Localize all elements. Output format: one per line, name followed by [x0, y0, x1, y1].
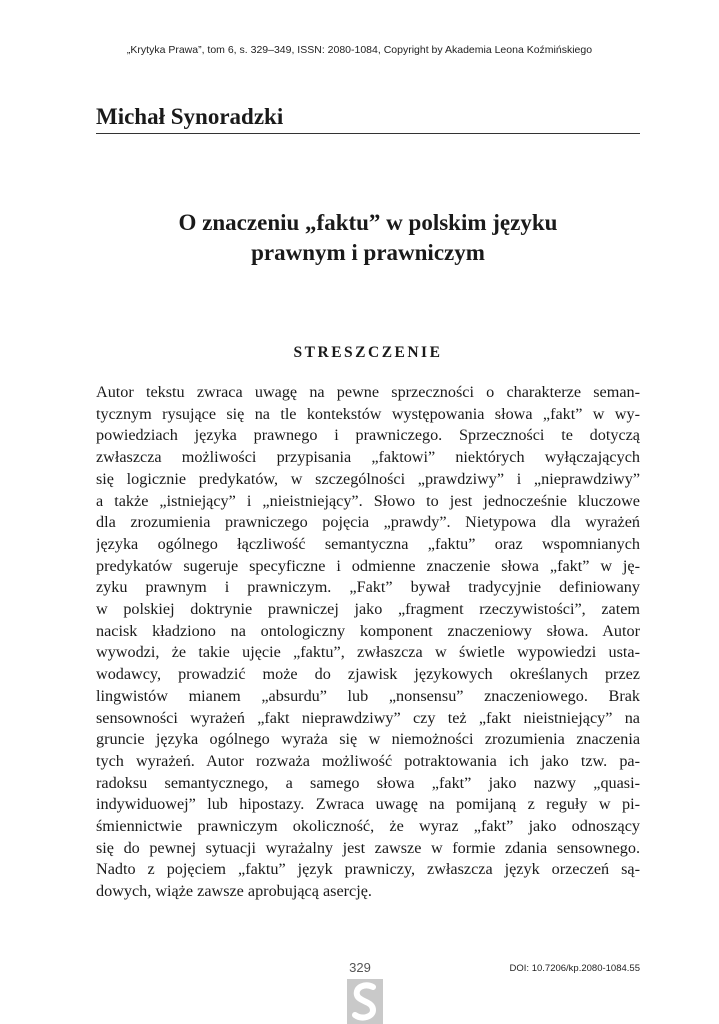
abstract-line: sensowności wyrażeń „fakt nieprawdziwy” czy też „fakt nieistniejący” na: [96, 708, 640, 727]
abstract-line: tycznym rysujące się na tle kontekstów występowania słowa „fakt” w wy-: [96, 404, 640, 423]
abstract-line: lingwistów mianem „absurdu” lub „nonsensu” znaczeniowego. Brak: [96, 686, 640, 705]
article-title-line-2: prawnym i prawniczym: [251, 240, 485, 265]
abstract-line: się logicznie predykatów, w szczególności „prawdziwy” i „nieprawdziwy”: [96, 469, 640, 488]
page-number: 329: [349, 960, 371, 975]
abstract-line: dla zrozumienia prawniczego pojęcia „prawdy”. Nietypowa dla wyrażeń: [96, 513, 640, 532]
journal-citation-header: „Krytyka Prawa”, tom 6, s. 329–349, ISSN: 2080-1084, Copyright by Akademia Leona Koźmińskiego: [126, 44, 593, 56]
abstract-line: indywiduowej” lub hipostazy. Zwraca uwagę na pomijaną z reguły w pi-: [96, 795, 640, 814]
author-divider: [96, 133, 640, 134]
abstract-line: powiedziach języka prawnego i prawniczego. Sprzeczności te dotyczą: [96, 426, 640, 445]
doi-label: DOI: 10.7206/kp.2080-1084.55: [509, 963, 640, 974]
abstract-line: dowych, wiąże zawsze aprobującą asercję.: [96, 882, 372, 901]
author-name: Michał Synoradzki: [96, 104, 284, 129]
abstract-line: w polskiej doktrynie prawniczej jako „fragment rzeczywistości”, zatem: [96, 600, 640, 619]
abstract-line: a także „istniejący” i „nieistniejący”. Słowo to jest jednocześnie kluczowe: [96, 491, 640, 510]
abstract-line: gruncie języka ogólnego wyraża się w niemożności zrozumienia znaczenia: [96, 730, 640, 749]
abstract-heading: STRESZCZENIE: [293, 344, 443, 361]
abstract-line: zwłaszcza możliwości przypisania „faktowi” niektórych wyłączających: [96, 448, 640, 467]
abstract-line: Nadto z pojęciem „faktu” język prawniczy, zwłaszcza język orzeczeń są-: [96, 860, 640, 879]
abstract-line: tych wyrażeń. Autor rozważa możliwość potraktowania ich jako tzw. pa-: [96, 751, 640, 770]
abstract-line: się do pewnej sytuacji wyrażalny jest zawsze w formie zdania sensownego.: [96, 838, 640, 857]
abstract-line: radoksu semantycznego, a samego słowa „fakt” jako nazwy „quasi-: [96, 773, 640, 792]
abstract-body: [96, 382, 640, 903]
abstract-line: śmiennictwie prawniczym okoliczność, że wyraz „fakt” jako odnoszący: [96, 817, 640, 836]
article-title-line-1: O znaczeniu „faktu” w polskim języku: [178, 210, 558, 235]
abstract-line: języka ogólnego łączliwość semantyczna „faktu” oraz wspomnianych: [96, 534, 640, 553]
abstract-line: wodawcy, prowadzić może do zjawisk językowych określanych przez: [96, 665, 640, 684]
abstract-line: nacisk kładziono na ontologiczny komponent znaczeniowy słowa. Autor: [96, 621, 640, 640]
article-title: [96, 208, 640, 268]
abstract-line: predykatów sugeruje specyficzne i odmienne znaczenie słowa „fakt” w ję-: [96, 556, 640, 575]
abstract-line: wywodzi, że takie ujęcie „faktu”, zwłaszcza w świetle wypowiedzi usta-: [96, 643, 640, 662]
publisher-logo-icon: [347, 979, 383, 1024]
abstract-line: zyku prawnym i prawniczym. „Fakt” bywał tradycyjnie definiowany: [96, 578, 640, 597]
abstract-line: Autor tekstu zwraca uwagę na pewne sprzeczności o charakterze seman-: [96, 383, 640, 401]
